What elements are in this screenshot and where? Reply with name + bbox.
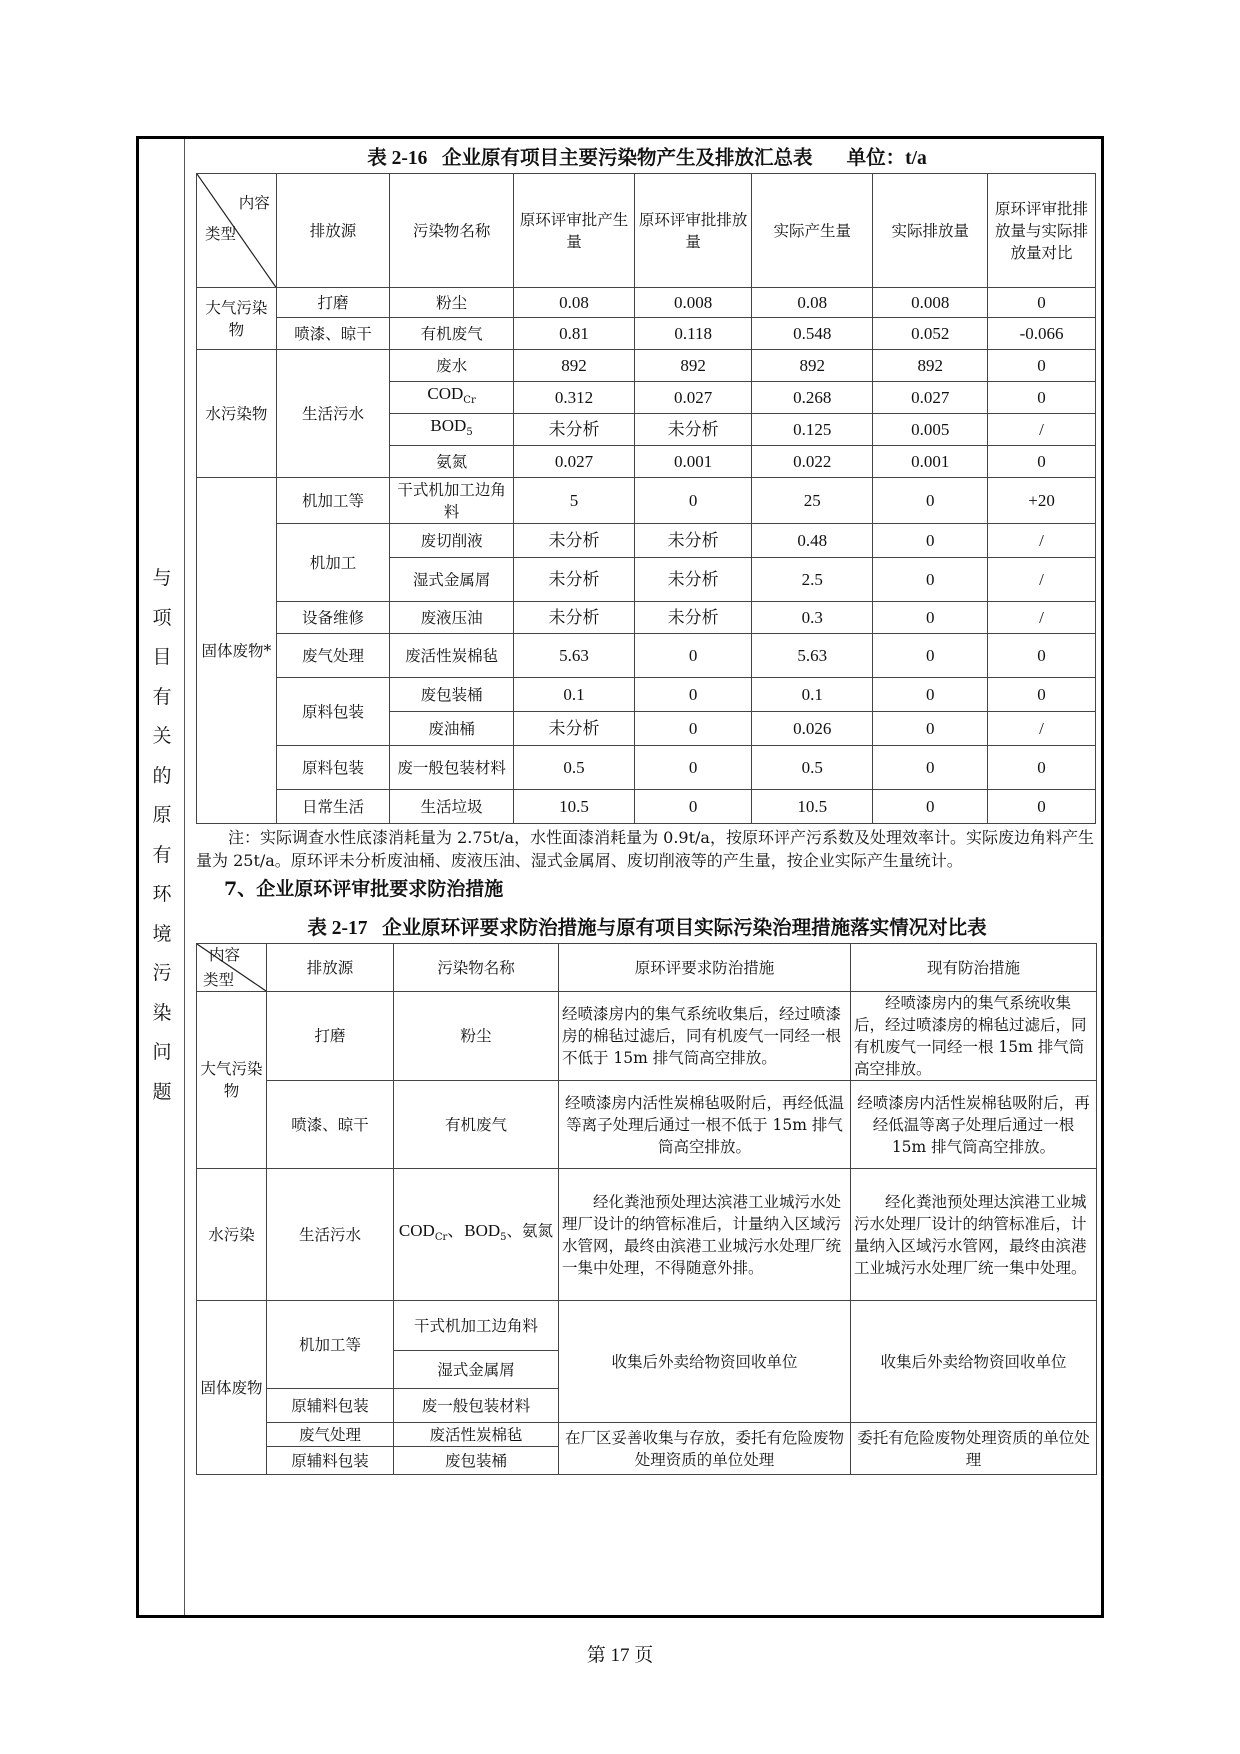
pollutant-cell: 氨氮 xyxy=(390,446,514,478)
value-cell: 0 xyxy=(873,678,988,712)
pollutant-cell: 废活性炭棉毡 xyxy=(394,1423,559,1447)
pollutant-cell: 粉尘 xyxy=(394,992,559,1081)
value-cell: 0.008 xyxy=(635,288,752,318)
pollutant-cell: 湿式金属屑 xyxy=(390,558,514,602)
value-cell: -0.066 xyxy=(988,318,1096,350)
required-measure: 收集后外卖给物资回收单位 xyxy=(559,1301,851,1423)
value-cell: / xyxy=(988,524,1096,558)
side-char: 原 xyxy=(152,804,172,826)
pollutant-cell: 有机废气 xyxy=(394,1081,559,1169)
value-cell: 0.1 xyxy=(513,678,634,712)
diag-top-label: 内容 xyxy=(209,946,241,964)
table-row xyxy=(197,1081,1097,1169)
value-cell: 892 xyxy=(513,350,634,382)
value-cell: 未分析 xyxy=(635,524,752,558)
value-cell: 0.5 xyxy=(513,746,634,790)
pollutant-cell: 废油桶 xyxy=(390,712,514,746)
value-cell: 未分析 xyxy=(513,602,634,634)
group-water: 水污染物 xyxy=(197,350,277,478)
group-air: 大气污染物 xyxy=(197,992,267,1169)
value-cell: 0 xyxy=(635,478,752,524)
group-water: 水污染 xyxy=(197,1169,267,1301)
side-char: 与 xyxy=(152,567,172,589)
value-cell: 未分析 xyxy=(513,414,634,446)
table-row xyxy=(197,288,1096,318)
value-cell: 2.5 xyxy=(752,558,873,602)
side-char: 项 xyxy=(152,606,172,629)
header-actual-gen: 实际产生量 xyxy=(752,174,873,288)
source-cell: 机加工等 xyxy=(276,478,389,524)
value-cell: 0 xyxy=(873,790,988,824)
header-required: 原环评要求防治措施 xyxy=(559,944,851,992)
table-row xyxy=(197,318,1096,350)
header-pollutant: 污染物名称 xyxy=(390,174,514,288)
value-cell: 892 xyxy=(635,350,752,382)
source-cell: 打磨 xyxy=(276,288,389,318)
value-cell: 0 xyxy=(635,790,752,824)
value-cell: 0 xyxy=(988,678,1096,712)
table-row xyxy=(197,746,1096,790)
diag-top-label: 内容 xyxy=(238,194,270,212)
header-actual-emit: 实际排放量 xyxy=(873,174,988,288)
table-row xyxy=(197,602,1096,634)
pollutant-cell: 废包装桶 xyxy=(390,678,514,712)
value-cell: 10.5 xyxy=(752,790,873,824)
required-measure: 经化粪池预处理达滨港工业城污水处理厂设计的纳管标准后，计量纳入区域污水管网，最终由滨港工业城污水处理厂统一集中处理，不得随意外排。 xyxy=(559,1169,851,1301)
side-char: 的 xyxy=(152,764,172,787)
side-char: 环 xyxy=(152,883,172,905)
value-cell: 5.63 xyxy=(752,634,873,678)
source-cell: 喷漆、晾干 xyxy=(267,1081,394,1169)
value-cell: 0.268 xyxy=(752,382,873,414)
required-measure: 经喷漆房内活性炭棉毡吸附后，再经低温等离子处理后通过一根不低于 15m 排气筒高空排放。 xyxy=(559,1081,851,1169)
value-cell: 0 xyxy=(988,790,1096,824)
pollutant-cell: 废切削液 xyxy=(390,524,514,558)
value-cell: 0 xyxy=(873,524,988,558)
value-cell: 0.008 xyxy=(873,288,988,318)
existing-measure: 经化粪池预处理达滨港工业城污水处理厂设计的纳管标准后，计量纳入区域污水管网，最终由滨港工业城污水处理厂统一集中处理。 xyxy=(851,1169,1097,1301)
table-row xyxy=(197,992,1097,1081)
side-char: 境 xyxy=(152,922,172,945)
source-cell: 原辅料包装 xyxy=(267,1389,394,1423)
side-char: 有 xyxy=(152,843,172,866)
source-cell: 机加工 xyxy=(276,524,389,602)
table-row xyxy=(197,634,1096,678)
source-cell: 原辅料包装 xyxy=(267,1447,394,1475)
value-cell: 0 xyxy=(873,478,988,524)
pollutant-cell: 有机废气 xyxy=(390,318,514,350)
required-measure: 经喷漆房内的集气系统收集后，经过喷漆房的棉毡过滤后，同有机废气一同经一根不低于 15m 排气筒高空排放。 xyxy=(559,992,851,1081)
value-cell: 未分析 xyxy=(635,414,752,446)
content-area xyxy=(196,139,1098,1475)
pollutant-cell: 废活性炭棉毡 xyxy=(390,634,514,678)
value-cell: 25 xyxy=(752,478,873,524)
pollutant-name: BOD xyxy=(430,415,467,435)
source-cell: 打磨 xyxy=(267,992,394,1081)
value-cell: 0.1 xyxy=(752,678,873,712)
value-cell: 0.001 xyxy=(873,446,988,478)
table1-header-row xyxy=(197,174,1096,288)
value-cell: 10.5 xyxy=(513,790,634,824)
pollutant-cell: 粉尘 xyxy=(390,288,514,318)
side-column xyxy=(139,139,185,1615)
source-cell: 机加工等 xyxy=(267,1301,394,1389)
table-row xyxy=(197,478,1096,524)
group-solid: 固体废物 xyxy=(197,1301,267,1475)
value-cell: 0 xyxy=(635,634,752,678)
value-cell: 未分析 xyxy=(513,712,634,746)
pollutant-cell: 废一般包装材料 xyxy=(390,746,514,790)
value-cell: 未分析 xyxy=(513,524,634,558)
page-number: 第 17 页 xyxy=(586,1645,654,1666)
diag-bottom-label: 类型 xyxy=(205,225,237,243)
value-cell: +20 xyxy=(988,478,1096,524)
group-solid: 固体废物* xyxy=(197,478,277,824)
header-pollutant: 污染物名称 xyxy=(394,944,559,992)
header-compare: 原环评审批排放量与实际排放量对比 xyxy=(988,174,1096,288)
source-cell: 设备维修 xyxy=(276,602,389,634)
value-cell: 0 xyxy=(873,746,988,790)
diag-header-cell xyxy=(197,174,277,288)
value-cell: 0.001 xyxy=(635,446,752,478)
pollutant-sub: Cr xyxy=(434,1232,448,1244)
pollutant-cell: 干式机加工边角料 xyxy=(390,478,514,524)
existing-measure: 委托有危险废物处理资质的单位处理 xyxy=(851,1423,1097,1475)
value-cell: 0 xyxy=(988,350,1096,382)
table-row xyxy=(197,524,1096,558)
value-cell: 0 xyxy=(635,746,752,790)
value-cell: 0 xyxy=(635,678,752,712)
value-cell: 0.005 xyxy=(873,414,988,446)
existing-measure: 经喷漆房内的集气系统收集后，经过喷漆房的棉毡过滤后，同有机废气一同经一根 15m 排气筒高空排放。 xyxy=(851,992,1097,1081)
section-heading: 7、企业原环评审批要求防治措施 xyxy=(224,878,504,900)
value-cell: / xyxy=(988,558,1096,602)
value-cell: 892 xyxy=(873,350,988,382)
table1 xyxy=(196,173,1096,824)
value-cell: 0 xyxy=(988,382,1096,414)
required-measure: 在厂区妥善收集与存放，委托有危险废物处理资质的单位处理 xyxy=(559,1423,851,1475)
value-cell: 0 xyxy=(988,446,1096,478)
table-row xyxy=(197,350,1096,382)
table-row xyxy=(197,790,1096,824)
header-approved-emit: 原环评审批排放量 xyxy=(635,174,752,288)
value-cell: 0 xyxy=(873,602,988,634)
value-cell: 0 xyxy=(873,558,988,602)
value-cell: 0.3 xyxy=(752,602,873,634)
value-cell: 0 xyxy=(988,288,1096,318)
table-row xyxy=(197,1301,1097,1351)
value-cell: 0.548 xyxy=(752,318,873,350)
source-cell: 废气处理 xyxy=(267,1423,394,1447)
value-cell: 0.48 xyxy=(752,524,873,558)
value-cell: 0.026 xyxy=(752,712,873,746)
value-cell: 5.63 xyxy=(513,634,634,678)
pollutant-cell: 废包装桶 xyxy=(394,1447,559,1475)
pollutant-bod: 、BOD xyxy=(447,1220,501,1240)
pollutant-sub: 5 xyxy=(500,1232,507,1244)
pollutant-cell: 废液压油 xyxy=(390,602,514,634)
diag-bottom-label: 类型 xyxy=(203,971,235,989)
pollutant-cell: 废水 xyxy=(390,350,514,382)
side-char: 污 xyxy=(152,962,172,984)
side-char: 染 xyxy=(152,1001,172,1024)
value-cell: / xyxy=(988,712,1096,746)
pollutant-sub: 5 xyxy=(466,427,473,439)
value-cell: 0 xyxy=(988,634,1096,678)
value-cell: / xyxy=(988,602,1096,634)
header-source: 排放源 xyxy=(267,944,394,992)
value-cell: 0.052 xyxy=(873,318,988,350)
pollutant-cell: 生活垃圾 xyxy=(390,790,514,824)
existing-measure: 经喷漆房内活性炭棉毡吸附后，再经低温等离子处理后通过一根 15m 排气筒高空排放。 xyxy=(851,1081,1097,1169)
value-cell: 0.027 xyxy=(873,382,988,414)
pollutant-cod: COD xyxy=(398,1220,435,1240)
value-cell: / xyxy=(988,414,1096,446)
header-source: 排放源 xyxy=(276,174,389,288)
table2 xyxy=(196,943,1097,1475)
value-cell: 0.312 xyxy=(513,382,634,414)
table1-caption: 表 2-16 企业原有项目主要污染物产生及排放汇总表 单位：t/a xyxy=(367,148,927,169)
header-approved-gen: 原环评审批产生量 xyxy=(513,174,634,288)
value-cell: 0 xyxy=(988,746,1096,790)
pollutant-name: COD xyxy=(427,383,464,403)
pollutant-cell xyxy=(394,1169,559,1301)
side-char: 目 xyxy=(152,646,172,668)
value-cell: 5 xyxy=(513,478,634,524)
side-char: 有 xyxy=(152,685,172,708)
source-cell: 生活污水 xyxy=(267,1169,394,1301)
source-cell: 生活污水 xyxy=(276,350,389,478)
page-frame xyxy=(136,136,1104,1618)
table-row xyxy=(197,678,1096,712)
table2-header-row xyxy=(197,944,1097,992)
pollutant-cell: 湿式金属屑 xyxy=(394,1351,559,1389)
side-label xyxy=(139,559,185,1112)
value-cell: 0.027 xyxy=(635,382,752,414)
value-cell: 0.022 xyxy=(752,446,873,478)
source-cell: 原料包装 xyxy=(276,746,389,790)
source-cell: 废气处理 xyxy=(276,634,389,678)
source-cell: 原料包装 xyxy=(276,678,389,746)
pollutant-cell: 干式机加工边角料 xyxy=(394,1301,559,1351)
source-cell: 日常生活 xyxy=(276,790,389,824)
table2-caption: 表 2-17 企业原环评要求防治措施与原有项目实际污染治理措施落实情况对比表 xyxy=(307,918,987,939)
pollutant-nh3: 、氨氮 xyxy=(506,1221,554,1240)
value-cell: 0 xyxy=(873,634,988,678)
diag-header-cell xyxy=(197,944,267,992)
value-cell: 0.08 xyxy=(752,288,873,318)
existing-measure: 收集后外卖给物资回收单位 xyxy=(851,1301,1097,1423)
pollutant-cell xyxy=(390,414,514,446)
value-cell: 0.027 xyxy=(513,446,634,478)
value-cell: 0.08 xyxy=(513,288,634,318)
table1-note: 注：实际调查水性底漆消耗量为 2.75t/a，水性面漆消耗量为 0.9t/a，按原环评产污系数及处理效率计。实际废边角料产生量为 25t/a。原环评未分析废油桶、废液压油、湿式金属屑、废切削液等的产生量，按企业实际产生量统计。 xyxy=(196,828,1094,870)
value-cell: 0 xyxy=(635,712,752,746)
value-cell: 0.81 xyxy=(513,318,634,350)
value-cell: 未分析 xyxy=(513,558,634,602)
pollutant-cell xyxy=(390,382,514,414)
value-cell: 0 xyxy=(873,712,988,746)
pollutant-sub: Cr xyxy=(463,395,476,407)
table-row xyxy=(197,1423,1097,1447)
value-cell: 未分析 xyxy=(635,602,752,634)
table-row xyxy=(197,1169,1097,1301)
value-cell: 未分析 xyxy=(635,558,752,602)
value-cell: 0.5 xyxy=(752,746,873,790)
side-char: 问 xyxy=(152,1041,172,1063)
header-existing: 现有防治措施 xyxy=(851,944,1097,992)
value-cell: 892 xyxy=(752,350,873,382)
side-char: 关 xyxy=(152,725,172,747)
group-air: 大气污染物 xyxy=(197,288,277,350)
value-cell: 0.118 xyxy=(635,318,752,350)
pollutant-cell: 废一般包装材料 xyxy=(394,1389,559,1423)
value-cell: 0.125 xyxy=(752,414,873,446)
source-cell: 喷漆、晾干 xyxy=(276,318,389,350)
side-char: 题 xyxy=(152,1080,172,1103)
